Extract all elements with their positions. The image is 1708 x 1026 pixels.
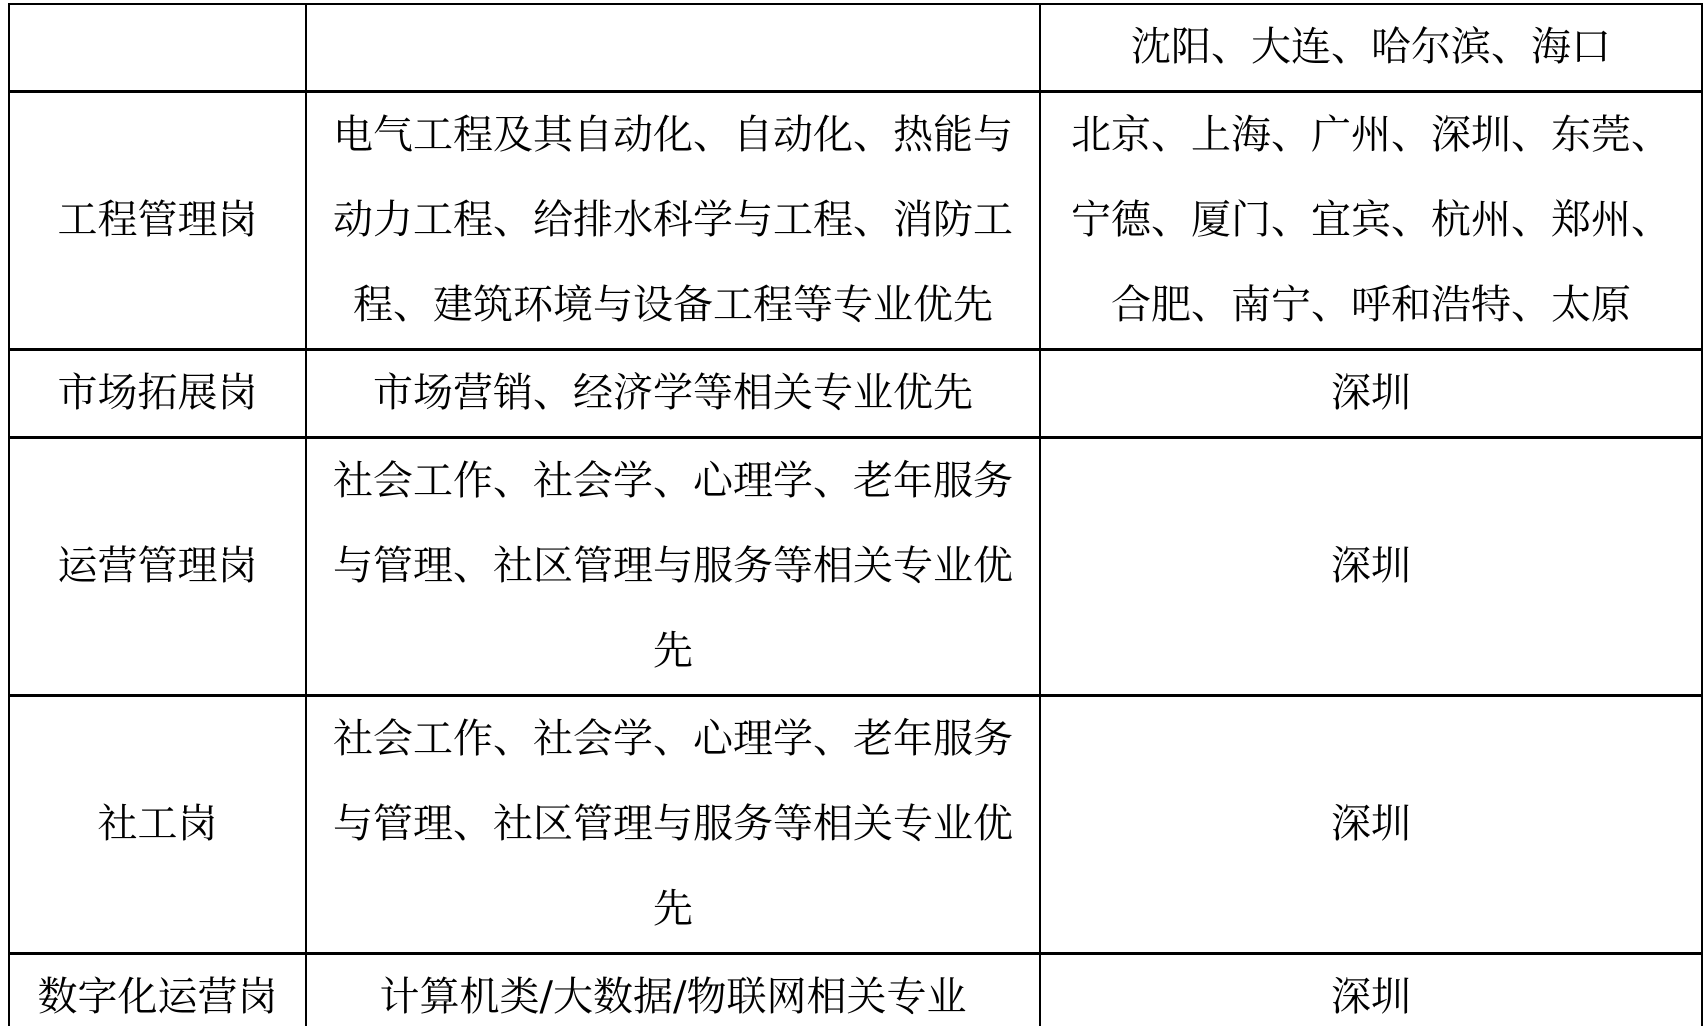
position-cell [9, 350, 306, 438]
text-line: 社会工作、社会学、心理学、老年服务 [333, 716, 1013, 762]
table-row [9, 4, 1702, 92]
text-line: 深圳 [1331, 801, 1411, 847]
cities-cell [1040, 696, 1702, 954]
text-line: 深圳 [1331, 543, 1411, 589]
text-line: 与管理、社区管理与服务等相关专业优 [333, 543, 1013, 589]
text-line: 电气工程及其自动化、自动化、热能与 [333, 112, 1013, 158]
text-line: 深圳 [1331, 974, 1411, 1020]
table-row [9, 696, 1702, 954]
text-line: 社会工作、社会学、心理学、老年服务 [333, 458, 1013, 504]
text-line: 先 [653, 628, 693, 674]
position-cell [9, 438, 306, 696]
position-label: 运营管理岗 [57, 543, 258, 589]
position-cell [9, 696, 306, 954]
position-cell [9, 4, 306, 92]
text-line: 市场营销、经济学等相关专业优先 [373, 370, 973, 416]
majors-cell [306, 350, 1040, 438]
cities-cell [1040, 350, 1702, 438]
majors-cell [306, 696, 1040, 954]
text-line: 程、建筑环境与设备工程等专业优先 [353, 282, 993, 328]
text-line: 合肥、南宁、呼和浩特、太原 [1111, 282, 1631, 328]
text-line: 宁德、厦门、宜宾、杭州、郑州、 [1071, 197, 1671, 243]
majors-cell [306, 4, 1040, 92]
text-line: 与管理、社区管理与服务等相关专业优 [333, 801, 1013, 847]
text-line: 深圳 [1331, 370, 1411, 416]
text-line: 北京、上海、广州、深圳、东莞、 [1071, 112, 1671, 158]
cities-cell [1040, 438, 1702, 696]
position-label: 数字化运营岗 [37, 974, 278, 1020]
position-cell [9, 92, 306, 350]
table-row [9, 954, 1702, 1026]
position-cell [9, 954, 306, 1026]
text-line: 先 [653, 886, 693, 932]
cities-cell [1040, 954, 1702, 1026]
table-row [9, 350, 1702, 438]
text-line: 计算机类/大数据/物联网相关专业 [379, 974, 967, 1020]
text-line: 动力工程、给排水科学与工程、消防工 [333, 197, 1013, 243]
text-line: 沈阳、大连、哈尔滨、海口 [1131, 24, 1611, 70]
position-label: 社工岗 [97, 801, 218, 847]
positions-table [8, 3, 1703, 1026]
majors-cell [306, 92, 1040, 350]
position-label: 工程管理岗 [57, 197, 258, 243]
majors-cell [306, 438, 1040, 696]
cities-cell [1040, 92, 1702, 350]
table-row [9, 92, 1702, 350]
majors-cell [306, 954, 1040, 1026]
position-label: 市场拓展岗 [57, 370, 258, 416]
cities-cell [1040, 4, 1702, 92]
table-row [9, 438, 1702, 696]
